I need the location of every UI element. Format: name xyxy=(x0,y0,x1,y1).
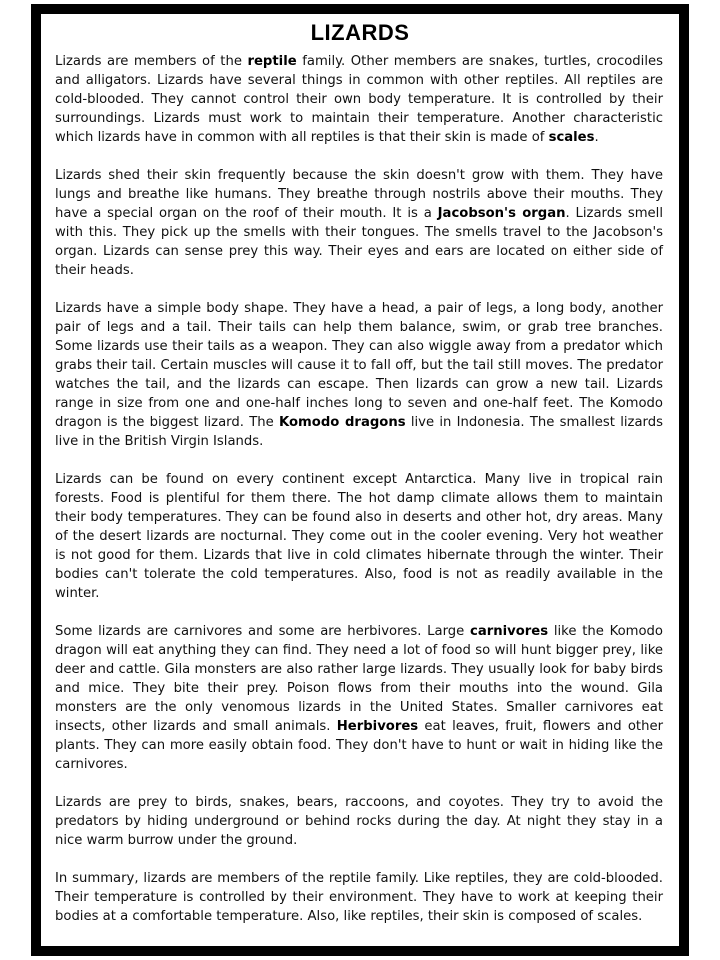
paragraph-7 xyxy=(55,869,663,926)
text-run: Lizards can be found on every continent except Antarctica. Many live in tropical rain forests. Food is plentiful for them there. The hot damp climate allows them to maintain their body temperatures. They can be found also in deserts and other hot, dry areas. Many of the desert lizards are nocturnal. They come out in the cooler evening. Very hot weather is not good for them. Lizards that live in cold climates hibernate through the winter. Their bodies can't tolerate the cold temperatures. Also, food is not as readily available in the winter. xyxy=(55,472,663,601)
paragraph-1 xyxy=(55,52,663,147)
text-run: Lizards have a simple body shape. They have a head, a pair of legs, a long body, another pair of legs and a tail. Their tails can help them balance, swim, or grab tree branches. Some lizards use their tails as a weapon. They can also wiggle away from a predator which grabs their tail. Certain muscles will cause it to fall off, but the tail still moves. The predator watches the tail, and the lizards can escape. Then lizards can grow a new tail. Lizards range in size from one and one-half inches long to seven and one-half feet. The Komodo dragon is the biggest lizard. The xyxy=(55,301,663,430)
text-run: live in Indonesia. The smallest lizards live in the British Virgin Islands. xyxy=(55,415,663,449)
text-run: Lizards shed their skin frequently because the skin doesn't grow with them. They have lungs and breathe like humans. They breathe through nostrils above their mouths. They have a special organ on the roof of their mouth. It is a xyxy=(55,168,663,221)
text-run: . Lizards smell with this. They pick up the smells with their tongues. The smells travel to the Jacobson's organ. Lizards can sense prey this way. Their eyes and ears are located on either side of their heads. xyxy=(55,206,663,278)
bold-term: carnivores xyxy=(470,624,549,639)
paragraph-5 xyxy=(55,622,663,774)
page-title: LIZARDS xyxy=(310,20,410,45)
text-run: Some lizards are carnivores and some are herbivores. Large xyxy=(55,624,470,639)
paragraph-6 xyxy=(55,793,663,850)
bold-term: Komodo dragons xyxy=(278,415,406,430)
text-run: like the Komodo dragon will eat anything they can find. They need a lot of food so will hunt bigger prey, like deer and cattle. Gila monsters are also rather large lizards. They usually look for baby birds and mice. They bite their prey. Poison flows from their mouths into the wound. Gila monsters are the only venomous lizards in the United States. Smaller carnivores eat insects, other lizards and small animals. xyxy=(55,624,663,734)
text-run: Lizards are prey to birds, snakes, bears, raccoons, and coyotes. They try to avoid the predators by hiding underground or behind rocks during the day. At night they stay in a nice warm burrow under the ground. xyxy=(55,795,663,848)
bold-term: Jacobson's organ xyxy=(437,206,566,221)
text-run: Lizards are members of the xyxy=(55,54,248,69)
bold-term: reptile xyxy=(247,54,297,69)
text-run: eat leaves, fruit, flowers and other plants. They can more easily obtain food. They don't have to hunt or wait in hiding like the carnivores. xyxy=(55,719,663,772)
bold-term: Herbivores xyxy=(336,719,419,734)
text-run: family. Other members are snakes, turtles, crocodiles and alligators. Lizards have several things in common with other reptiles. All reptiles are cold-blooded. They cannot control their own body temperature. It is controlled by their surroundings. Lizards must work to maintain their temperature. Another characteristic which lizards have in common with all reptiles is that their skin is made of xyxy=(55,54,663,145)
text-run: . xyxy=(594,130,599,145)
text-run: In summary, lizards are members of the reptile family. Like reptiles, they are cold-blooded. Their temperature is controlled by their environment. They have to work at keeping their bodies at a comfortable temperature. Also, like reptiles, their skin is composed of scales. xyxy=(55,871,663,924)
paragraph-4 xyxy=(55,470,663,603)
paragraph-3 xyxy=(55,299,663,451)
paragraph-2 xyxy=(55,166,663,280)
bold-term: scales xyxy=(548,130,595,145)
article-body xyxy=(55,52,663,926)
